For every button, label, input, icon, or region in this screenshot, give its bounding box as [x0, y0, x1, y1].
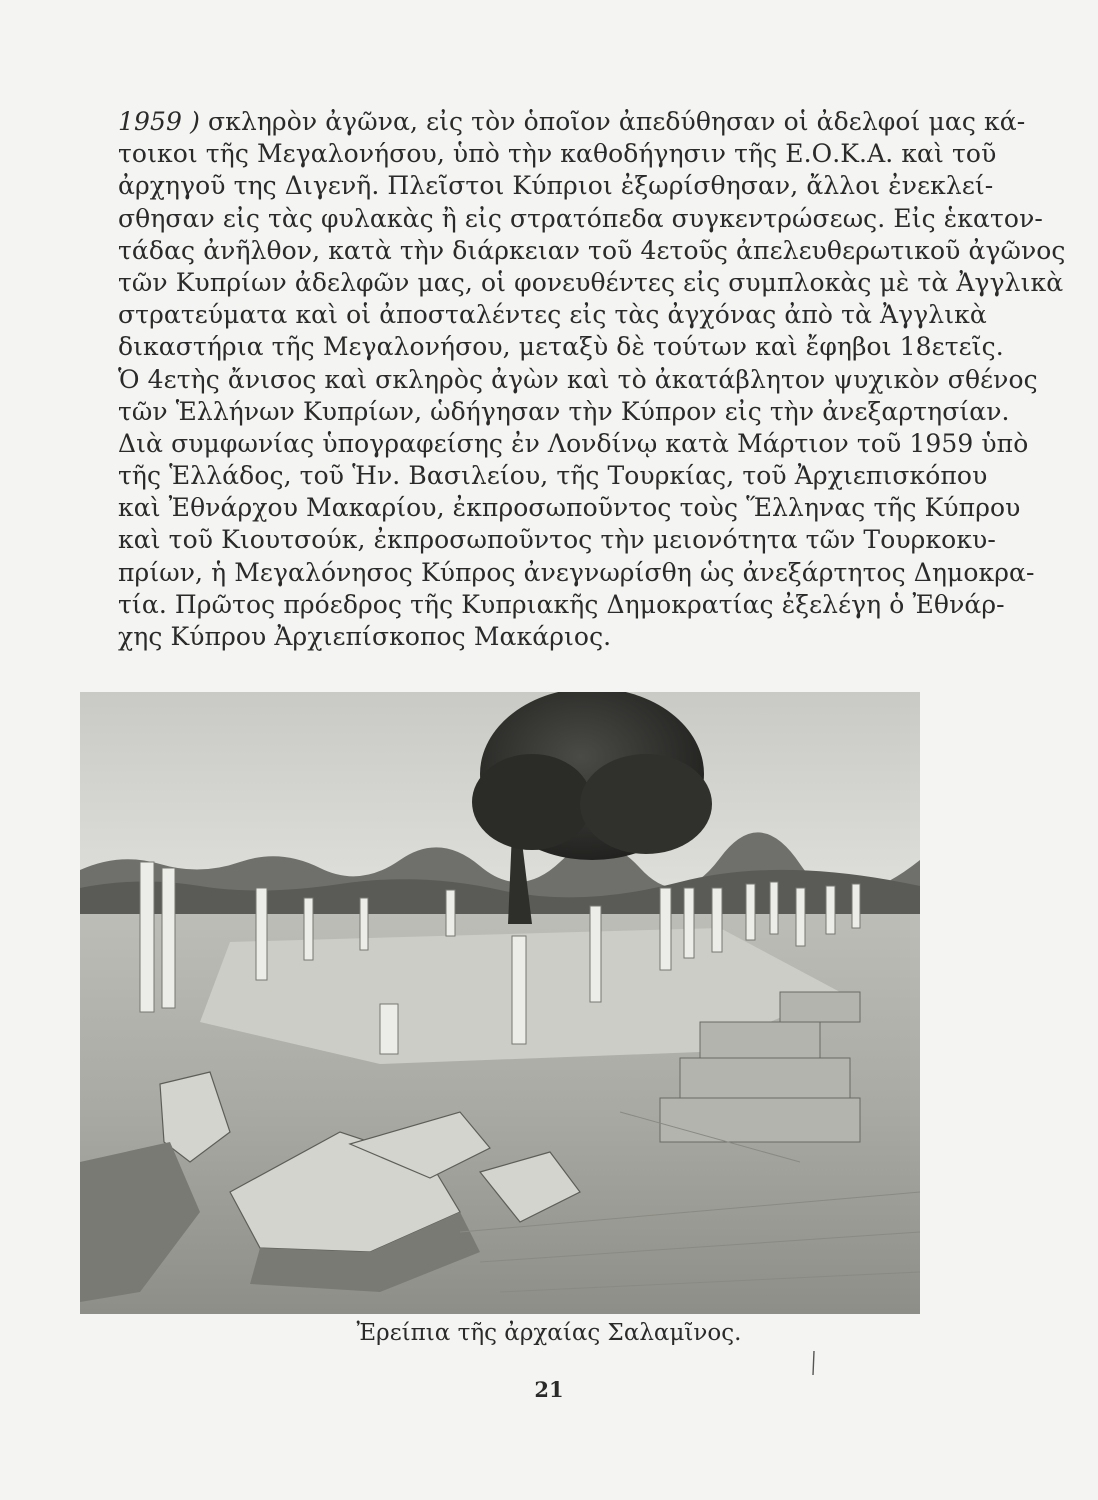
text-line: Διὰ συμφωνίας ὑπογραφείσης ἐν Λονδίνῳ κατὰ Μάρτιον τοῦ 1959 ὑπὸ	[118, 428, 1029, 458]
text-line: τοικοι τῆς Μεγαλονήσου, ὑπὸ τὴν καθοδήγησιν τῆς Ε.Ο.Κ.Α. καὶ τοῦ	[118, 139, 997, 169]
text-line: ἀρχηγοῦ της Διγενῆ. Πλεῖστοι Κύπριοι ἐξωρίσθησαν, ἄλλοι ἐνεκλεί-	[118, 171, 994, 201]
text-line: τία. Πρῶτος πρόεδρος τῆς Κυπριακῆς Δημοκρατίας ἐξελέγη ὁ Ἐθνάρ-	[118, 589, 1005, 619]
text-line: πρίων, ἡ Μεγαλόνησος Κύπρος ἀνεγνωρίσθη ὡς ἀνεξάρτητος Δημοκρα-	[118, 557, 1035, 587]
text-line: τῶν Κυπρίων ἀδελφῶν μας, οἱ φονευθέντες εἰς συμπλοκὰς μὲ τὰ Ἀγγλικὰ	[118, 267, 1064, 297]
text-line: στρατεύματα καὶ οἱ ἀποσταλέντες εἰς τὰς ἀγχόνας ἀπὸ τὰ Ἀγγλικὰ	[118, 300, 987, 330]
text-line	[118, 106, 1026, 138]
figure-caption: Ἐρείπια τῆς ἀρχαίας Σαλαμῖνος.	[356, 1320, 742, 1346]
text-line: χης Κύπρου Ἀρχιεπίσκοπος Μακάριος.	[118, 622, 612, 651]
text-line: τάδας ἀνῆλθον, κατὰ τὴν διάρκειαν τοῦ 4ετοῦς ἀπελευθερωτικοῦ ἀγῶνος	[118, 235, 1066, 265]
text-line: σθησαν εἰς τὰς φυλακὰς ἢ εἰς στρατόπεδα συγκεντρώσεως. Εἰς ἑκατον-	[118, 203, 1043, 233]
margin-pencil-mark	[812, 1350, 815, 1376]
text-line-1-rest: σκληρὸν ἀγῶνα, εἰς τὸν ὁποῖον ἀπεδύθησαν οἱ ἀδελφοί μας κά-	[199, 107, 1026, 136]
text-line: Ὁ 4ετὴς ἄνισος καὶ σκληρὸς ἀγὼν καὶ τὸ ἀκατάβλητον ψυχικὸν σθένος	[118, 364, 1038, 394]
text-line: τῶν Ἑλλήνων Κυπρίων, ὡδήγησαν τὴν Κύπρον εἰς τὴν ἀνεξαρτησίαν.	[118, 396, 1010, 426]
ruins-photograph	[80, 692, 920, 1314]
text-line: τῆς Ἑλλάδος, τοῦ Ἡν. Βασιλείου, τῆς Τουρκίας, τοῦ Ἀρχιεπισκόπου	[118, 461, 988, 491]
year-lead: 1959 )	[118, 107, 200, 136]
text-line: δικαστήρια τῆς Μεγαλονήσου, μεταξὺ δὲ τούτων καὶ ἔφηβοι 18ετεῖς.	[118, 332, 1004, 362]
text-line: καὶ Ἐθνάρχου Μακαρίου, ἐκπροσωποῦντος τοὺς Ἕλληνας τῆς Κύπρου	[118, 493, 1021, 523]
text-line: καὶ τοῦ Κιουτσούκ, ἐκπροσωποῦντος τὴν μειονότητα τῶν Τουρκοκυ-	[118, 525, 996, 555]
page-number: 21	[534, 1377, 564, 1402]
body-text	[118, 106, 1066, 653]
